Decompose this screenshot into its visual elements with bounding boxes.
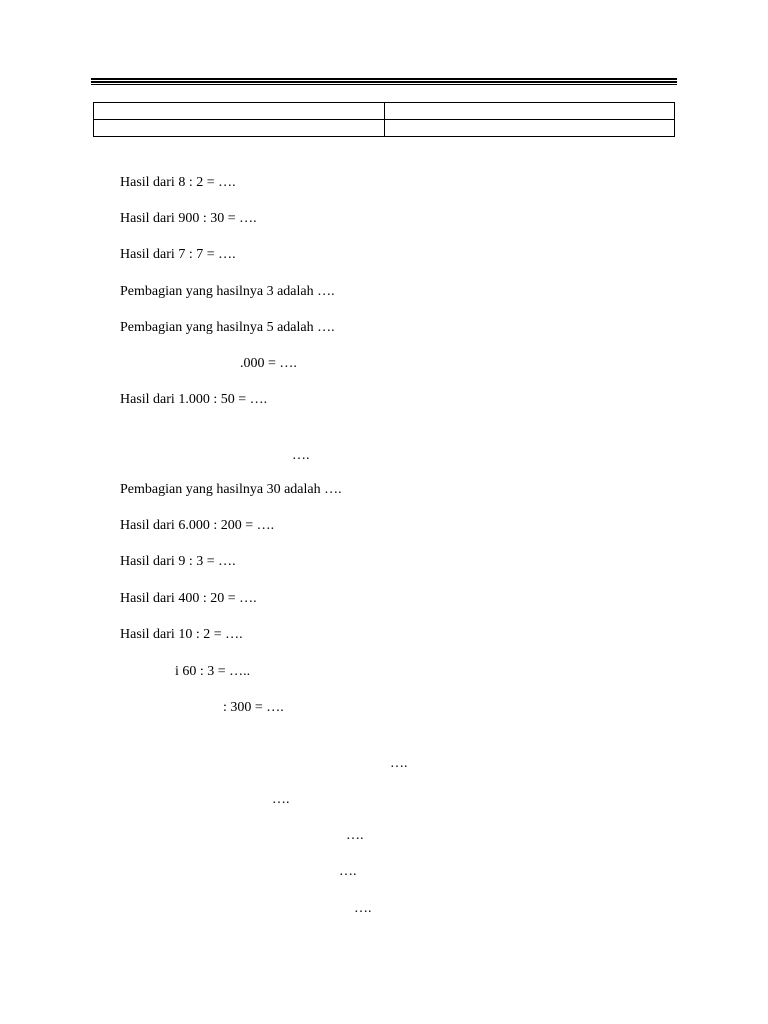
question-line: Pembagian yang hasilnya 3 adalah ….: [120, 284, 335, 299]
question-line: Hasil dari 10 : 2 = ….: [120, 627, 243, 642]
header-rule-middle: [91, 81, 677, 83]
header-table-cell: [384, 120, 675, 137]
header-rule-bottom: [91, 84, 677, 85]
question-line: Hasil dari 900 : 30 = ….: [120, 211, 257, 226]
question-line: Hasil dari 400 : 20 = ….: [120, 591, 257, 606]
question-line: ….: [339, 864, 357, 879]
question-line: Hasil dari 6.000 : 200 = ….: [120, 518, 275, 533]
header-table-row: [94, 120, 675, 137]
question-line: ….: [292, 448, 310, 463]
question-line: Hasil dari 9 : 3 = ….: [120, 554, 236, 569]
header-table-row: [94, 103, 675, 120]
question-line: ….: [272, 792, 290, 807]
header-table-cell: [94, 120, 385, 137]
header-table-cell: [384, 103, 675, 120]
question-line: ….: [346, 828, 364, 843]
question-line: .000 = ….: [240, 356, 297, 371]
header-table: [93, 102, 675, 137]
question-line: Hasil dari 7 : 7 = ….: [120, 247, 236, 262]
question-line: Hasil dari 1.000 : 50 = ….: [120, 392, 268, 407]
question-line: ….: [354, 901, 372, 916]
question-line: ….: [390, 756, 408, 771]
header-rule-top: [91, 78, 677, 80]
question-line: : 300 = ….: [223, 700, 284, 715]
question-line: i 60 : 3 = …..: [175, 664, 251, 679]
header-table-cell: [94, 103, 385, 120]
question-line: Pembagian yang hasilnya 5 adalah ….: [120, 320, 335, 335]
question-line: Pembagian yang hasilnya 30 adalah ….: [120, 482, 342, 497]
question-line: Hasil dari 8 : 2 = ….: [120, 175, 236, 190]
